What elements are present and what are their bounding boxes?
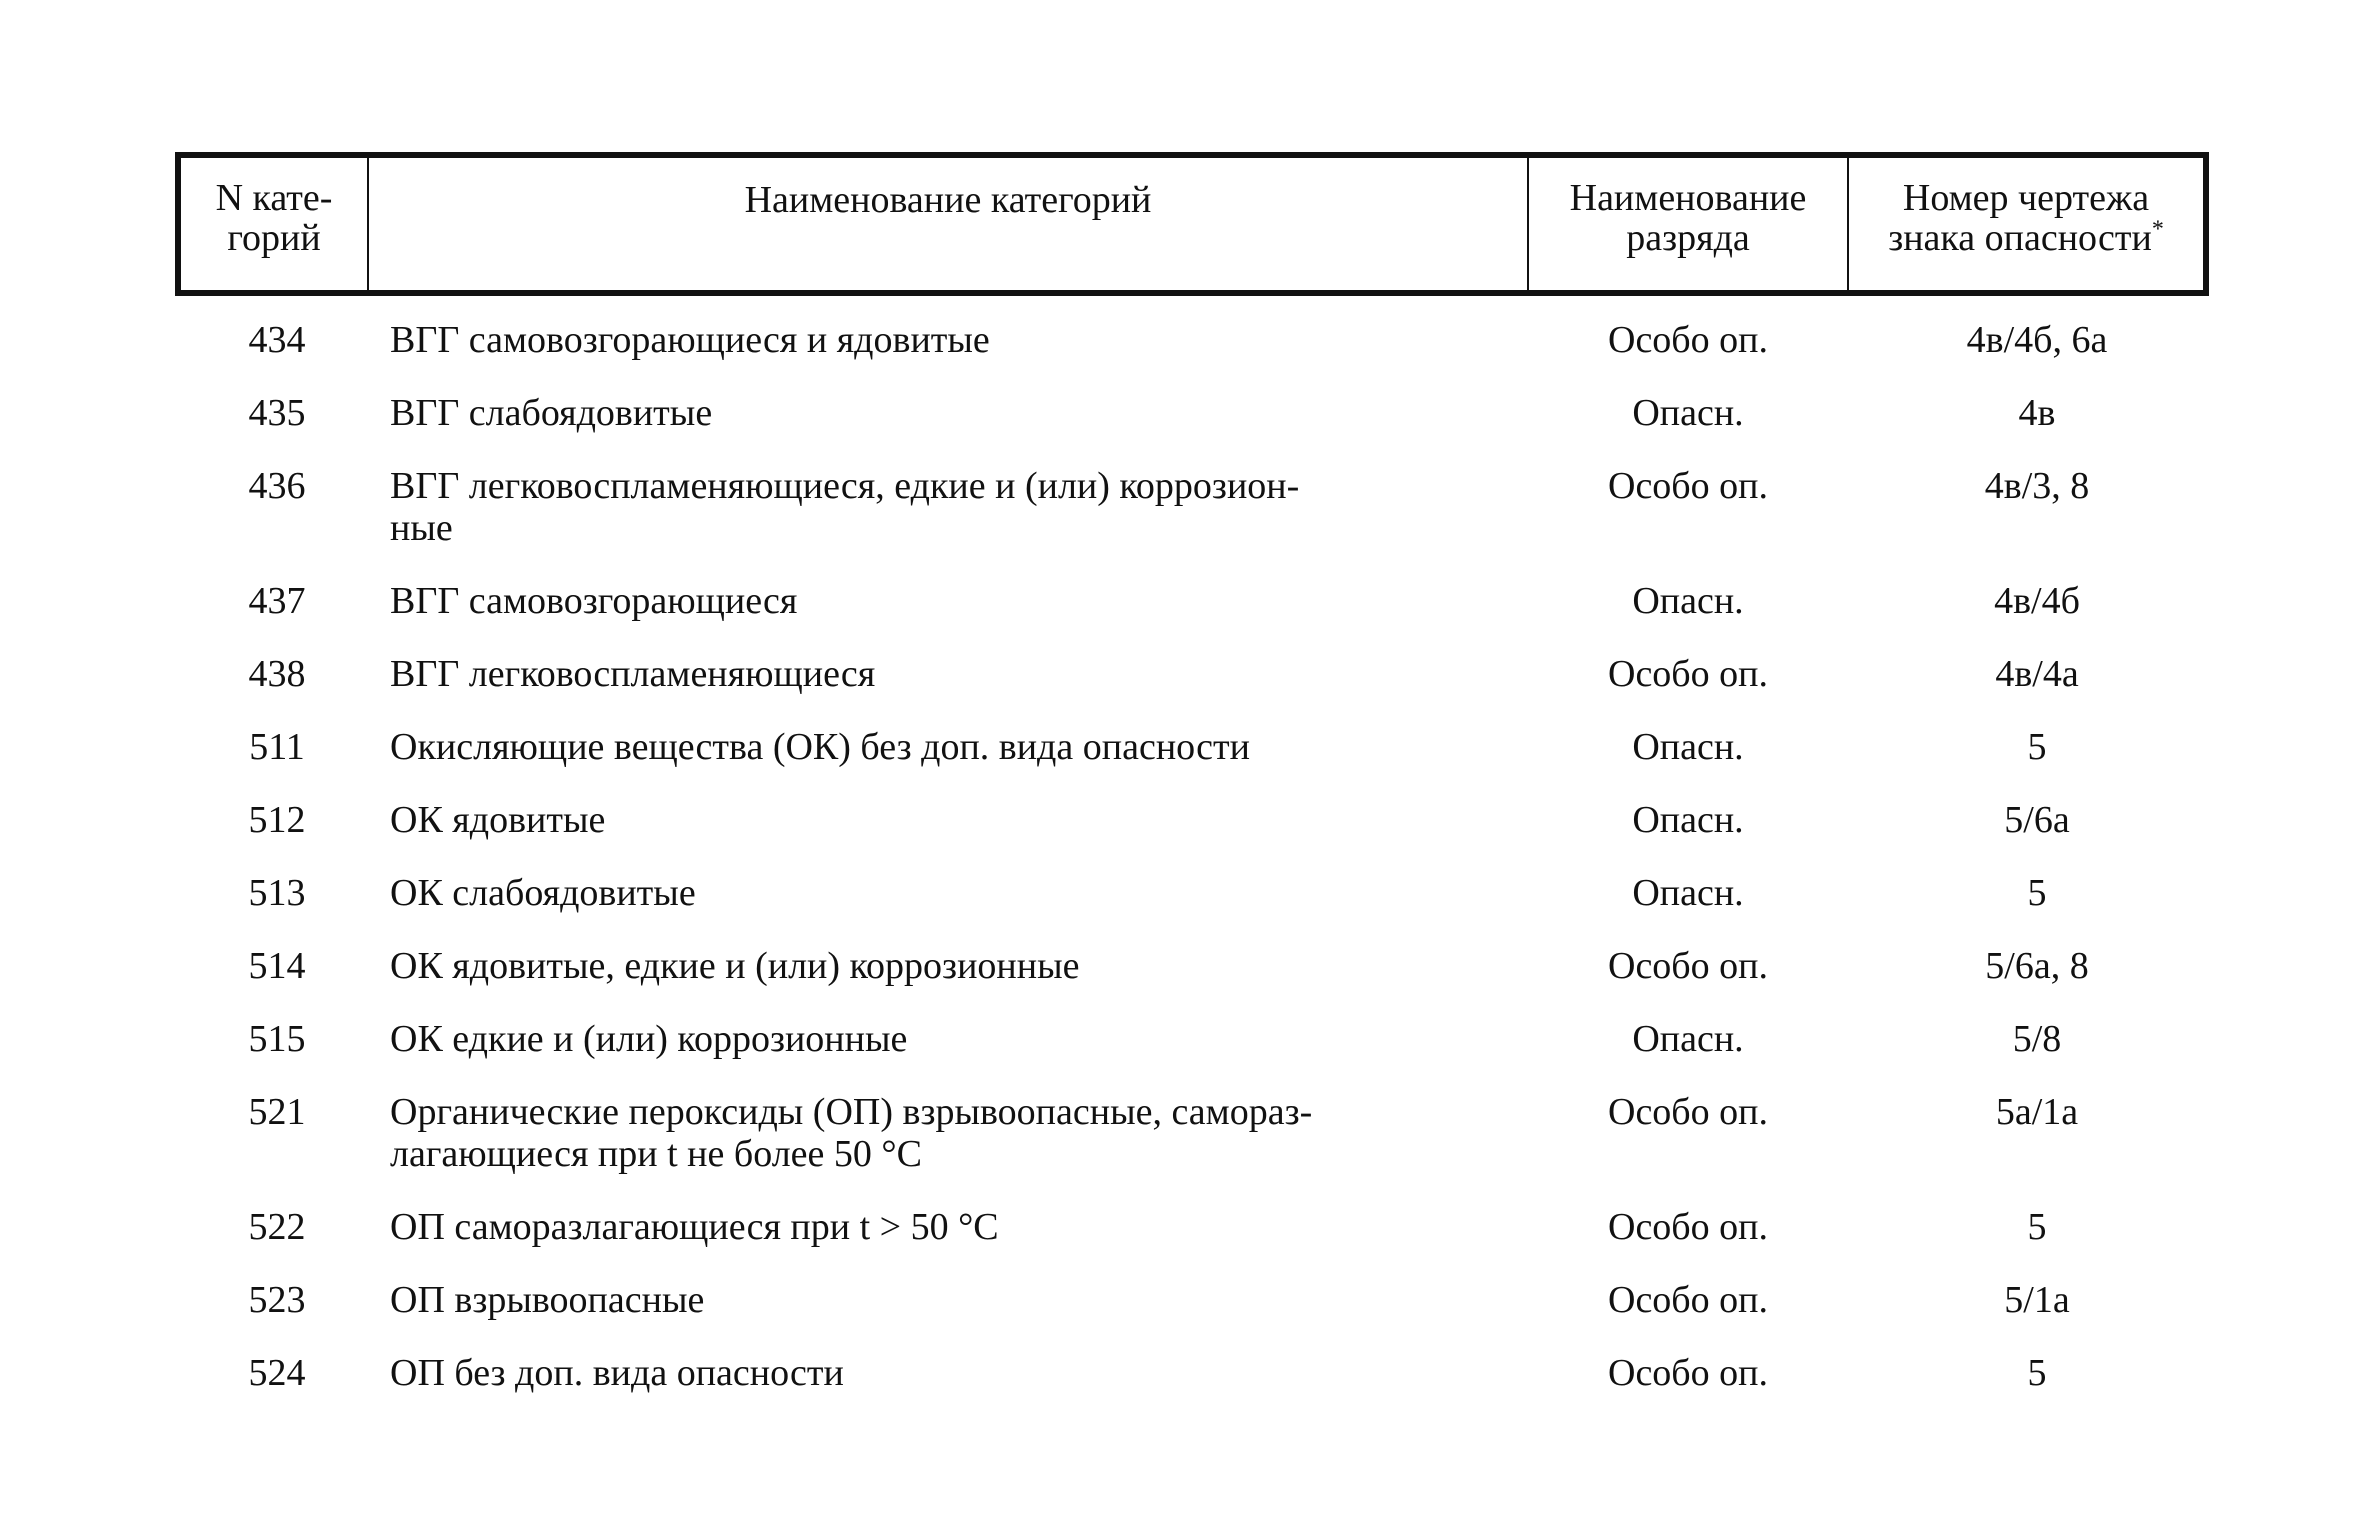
table-row: [178, 392, 2206, 465]
category-name-cell: ВГГ легковоспламеняющиеся, едкие и (или) коррозион- ные: [390, 465, 1300, 549]
table-row: [178, 872, 2206, 945]
header-category-name-text: Наименование категорий: [744, 179, 1152, 221]
header-rank-name: [1528, 155, 1848, 293]
category-number-cell: 523: [248, 1279, 306, 1321]
table-row: [178, 580, 2206, 653]
sign-drawing-cell: 5/6а, 8: [1985, 945, 2089, 987]
category-name-cell: ВГГ самовозгорающиеся: [390, 580, 798, 622]
footnote-mark: *: [2151, 216, 2164, 243]
sign-drawing-cell: 4в/3, 8: [1984, 465, 2090, 507]
rank-name-cell: Опасн.: [1632, 392, 1744, 434]
table-row: [178, 1018, 2206, 1091]
category-name-cell: ОК едкие и (или) коррозионные: [390, 1018, 908, 1060]
category-number-cell: 437: [248, 580, 306, 622]
rank-name-cell: Опасн.: [1632, 799, 1744, 841]
table-header-row: [178, 155, 2206, 293]
table-row: [178, 293, 2206, 392]
sign-drawing-cell: 4в: [2018, 392, 2056, 434]
category-number-cell: 435: [248, 392, 306, 434]
header-category-name: [368, 155, 1528, 293]
category-number-cell: 515: [248, 1018, 306, 1060]
category-name-cell: ВГГ слабоядовитые: [390, 392, 713, 434]
rank-name-cell: Опасн.: [1632, 580, 1744, 622]
table-row: [178, 945, 2206, 1018]
category-name-cell: Окисляющие вещества (ОК) без доп. вида опасности: [390, 726, 1250, 768]
header-sign-drawing-number: [1848, 155, 2206, 293]
category-number-cell: 512: [248, 799, 306, 841]
header-category-number-text: N кате- горий: [215, 177, 333, 259]
rank-name-cell: Опасн.: [1632, 726, 1744, 768]
category-number-cell: 514: [248, 945, 306, 987]
category-name-cell: ОК ядовитые, едкие и (или) коррозионные: [390, 945, 1080, 987]
sign-drawing-cell: 5: [2027, 726, 2047, 768]
category-number-cell: 521: [248, 1091, 306, 1133]
sign-drawing-cell: 5: [2027, 1352, 2047, 1394]
sign-drawing-cell: 5а/1а: [1995, 1091, 2079, 1133]
sign-drawing-cell: 5/1а: [2004, 1279, 2070, 1321]
category-name-cell: Органические пероксиды (ОП) взрывоопасные, самораз- лагающиеся при t не более 50 °С: [390, 1091, 1313, 1175]
rank-name-cell: Опасн.: [1632, 872, 1744, 914]
category-name-cell: ВГГ самовозгорающиеся и ядовитые: [390, 319, 990, 361]
sign-drawing-cell: 4в/4а: [1995, 653, 2079, 695]
rank-name-cell: Особо оп.: [1608, 465, 1768, 507]
header-sign-drawing-number-text: Номер чертежа знака опасности: [1888, 177, 2152, 259]
table-row: [178, 465, 2206, 580]
sign-drawing-cell: 5: [2027, 1206, 2047, 1248]
category-number-cell: 434: [248, 319, 306, 361]
table-row: [178, 653, 2206, 726]
sign-drawing-cell: 4в/4б, 6а: [1966, 319, 2108, 361]
category-number-cell: 511: [249, 726, 305, 768]
category-name-cell: ОП взрывоопасные: [390, 1279, 705, 1321]
category-number-cell: 436: [248, 465, 306, 507]
header-rank-name-text: Наименование разряда: [1569, 177, 1807, 259]
rank-name-cell: Особо оп.: [1608, 653, 1768, 695]
table-row: [178, 799, 2206, 872]
table-row: [178, 1206, 2206, 1279]
rank-name-cell: Особо оп.: [1608, 1279, 1768, 1321]
sign-drawing-cell: 4в/4б: [1994, 580, 2080, 622]
category-name-cell: ОК слабоядовитые: [390, 872, 696, 914]
table-row: [178, 726, 2206, 799]
sign-drawing-cell: 5: [2027, 872, 2047, 914]
category-name-cell: ОП саморазлагающиеся при t > 50 °С: [390, 1206, 999, 1248]
table-row: [178, 1352, 2206, 1425]
category-name-cell: ОП без доп. вида опасности: [390, 1352, 844, 1394]
hazard-categories-table: [175, 152, 2209, 1425]
rank-name-cell: Особо оп.: [1608, 1206, 1768, 1248]
category-number-cell: 438: [248, 653, 306, 695]
sign-drawing-cell: 5/8: [2012, 1018, 2062, 1060]
rank-name-cell: Особо оп.: [1608, 319, 1768, 361]
sign-drawing-cell: 5/6а: [2004, 799, 2070, 841]
category-number-cell: 522: [248, 1206, 306, 1248]
category-name-cell: ОК ядовитые: [390, 799, 606, 841]
rank-name-cell: Особо оп.: [1608, 1352, 1768, 1394]
category-number-cell: 513: [248, 872, 306, 914]
category-number-cell: 524: [248, 1352, 306, 1394]
table-row: [178, 1091, 2206, 1206]
rank-name-cell: Особо оп.: [1608, 945, 1768, 987]
header-category-number: [178, 155, 368, 293]
table-row: [178, 1279, 2206, 1352]
category-name-cell: ВГГ легковоспламеняющиеся: [390, 653, 876, 695]
rank-name-cell: Опасн.: [1632, 1018, 1744, 1060]
table-body: [178, 293, 2206, 1425]
rank-name-cell: Особо оп.: [1608, 1091, 1768, 1133]
